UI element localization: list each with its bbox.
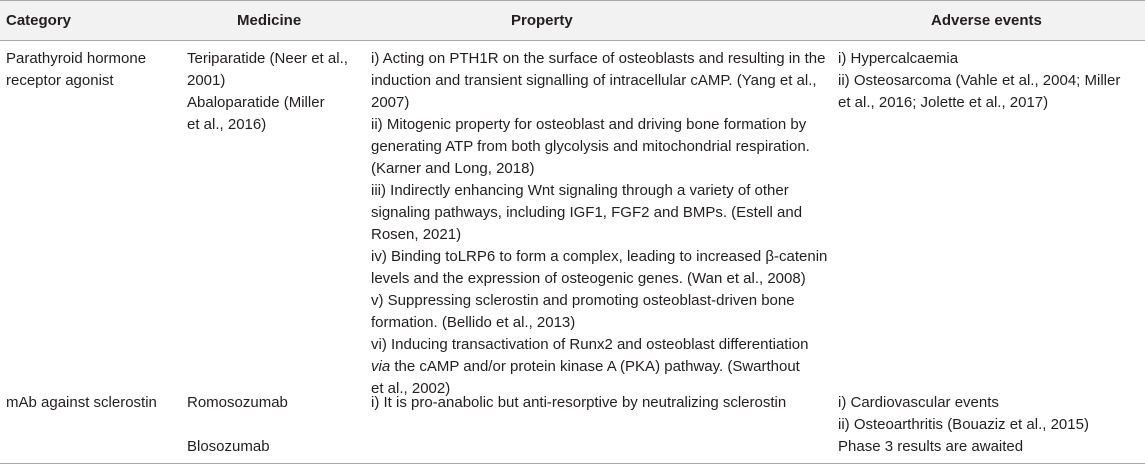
table-bottom-rule	[0, 463, 1145, 464]
row1-medicine: Teriparatide (Neer et al., 2001) Abaloparatide (Miller et al., 2016)	[187, 50, 348, 133]
header-medicine: Medicine	[237, 12, 302, 29]
table-header-row	[0, 0, 1145, 41]
header-category: Category	[6, 12, 72, 29]
header-property: Property	[511, 12, 573, 29]
row1-adverse-events: i) Hypercalcaemia ii) Osteosarcoma (Vahle et al., 2004; Miller et al., 2016; Jolette et al., 2017)	[838, 50, 1121, 111]
row1-category: Parathyroid hormone receptor agonist	[6, 50, 147, 89]
row2-adverse-events: i) Cardiovascular events ii) Osteoarthritis (Bouaziz et al., 2015) Phase 3 results are awaited	[838, 394, 1089, 455]
row2-category: mAb against sclerostin	[6, 394, 157, 411]
row2-medicine: Romosozumab Blosozumab	[187, 394, 288, 455]
row1-property: i) Acting on PTH1R on the surface of osteoblasts and resulting in the induction and transient signalling of intracellular cAMP. (Yang et al., 2007) ii) Mitogenic property for osteoblast and driving bone formation by generating ATP from both glycolysis and mitochondrial respiration. (Karner and Long, 2018) iii) Indirectly enhancing Wnt signaling through a variety of other signaling pathways, including IGF1, FGF2 and BMPs. (Estell and Rosen, 2021) iv) Binding toLRP6 to form a complex, leading to increased β-catenin levels and the expression of osteogenic genes. (Wan et al., 2008) v) Suppressing sclerostin and promoting osteoblast-driven bone formation. (Bellido et al., 2013) vi) Inducing transactivation of Runx2 and osteoblast differentiation via the cAMP and/or protein kinase A (PKA) pathway. (Swarthout et al., 2002)	[371, 50, 828, 397]
row2-property: i) It is pro-anabolic but anti-resorptive by neutralizing sclerostin	[371, 394, 787, 411]
header-adverse-events: Adverse events	[931, 12, 1042, 29]
